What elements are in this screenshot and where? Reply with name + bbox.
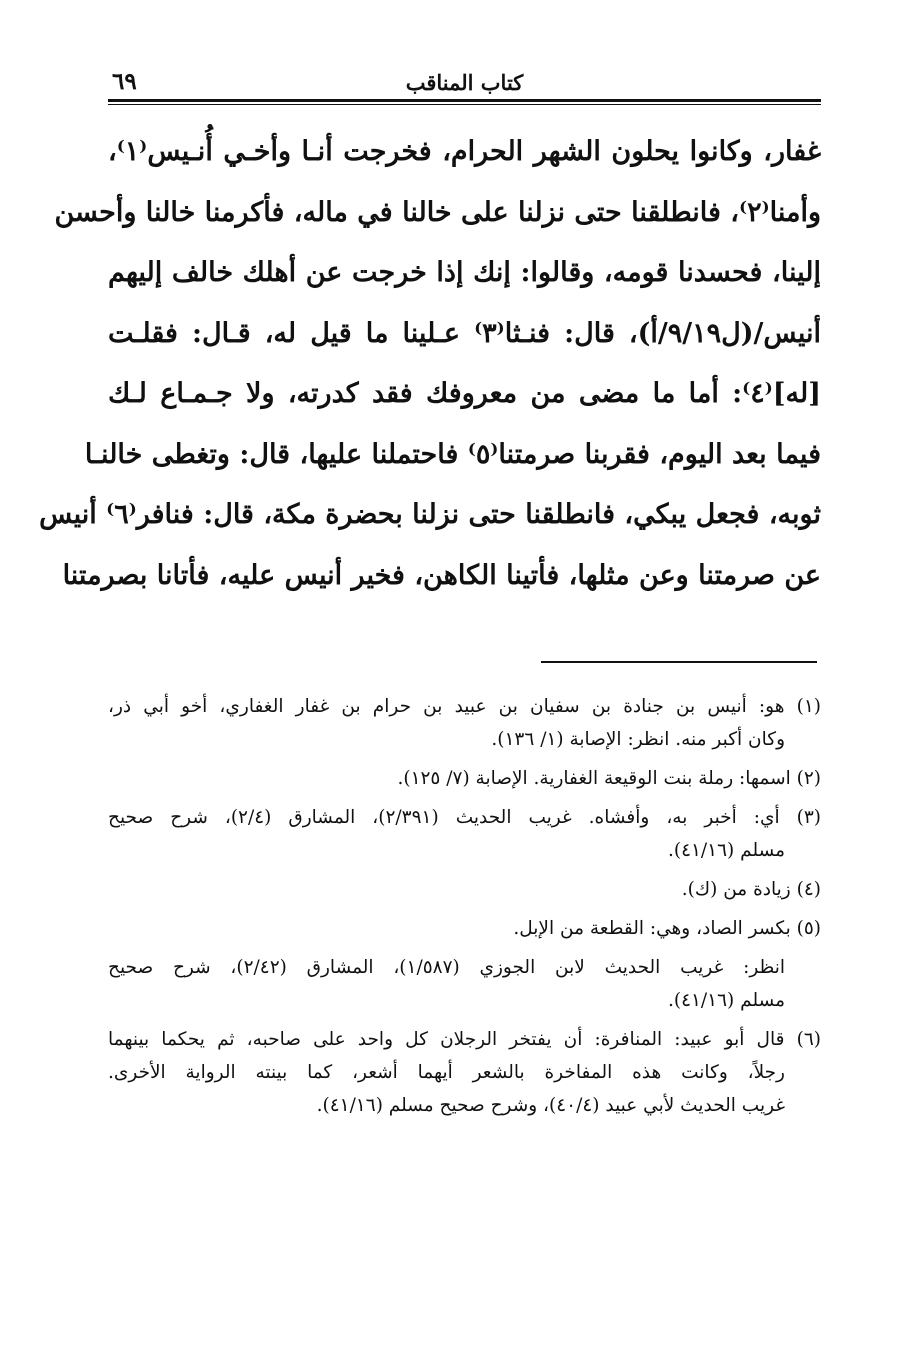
footnote-line: (٤) زيادة من (ك). [681,879,821,900]
text-line: إلينا، فحسدنا قومه، وقالوا: إنك إذا خرجت عن أهلك خالف إليهم [108,257,821,288]
page-number: ٦٩ [112,68,137,95]
footnote-2 [108,762,821,795]
footnote-line: مسلم (٤١/١٦). [667,840,785,861]
text-line: أنيس/(ل٩/١٩/أ)، قال: فنـثا⁽٣⁾ عـلينا ما قيل له، قـال: فقلـت [108,317,821,349]
footnote-line: مسلم (٤١/١٦). [667,990,785,1011]
footnote-3 [108,801,821,867]
footnote-line: (٥) بكسر الصاد، وهي: القطعة من الإبل. [513,918,821,939]
footnote-separator [541,661,817,663]
text-line: ثوبه، فجعل يبكي، فانطلقنا حتى نزلنا بحضرة مكة، قال: فنافر⁽٦⁾ أنيس [39,499,821,530]
running-header [108,68,821,98]
text-line: وأمنا⁽٢⁾، فانطلقنا حتى نزلنا على خالنا في ماله، فأكرمنا خالنا وأحسن [54,196,821,228]
footnote-line: انظر: غريب الحديث لابن الجوزي (١/٥٨٧)، المشارق (٢/٤٢)، شرح صحيح [108,957,785,978]
text-line: فيما بعد اليوم، فقربنا صرمتنا⁽٥⁾ فاحتملنا عليها، قال: وتغطى خالنـا [84,438,821,470]
text-line: [له]⁽٤⁾: أما ما مضى من معروفك فقد كدرته، ولا جـمـاع لـك [108,378,821,409]
footnote-6 [108,1023,821,1122]
header-rule-thin [108,104,821,105]
footnotes [108,690,821,1128]
header-rule-thick [108,99,821,102]
footnote-5-sources [108,951,821,1017]
footnote-line: (٢) اسمها: رملة بنت الوقيعة الغفارية. الإصابة (٧/ ١٢٥). [397,768,821,789]
footnote-4 [108,873,821,906]
text-line: عن صرمتنا وعن مثلها، فأتينا الكاهن، فخير أنيس عليه، فأتانا بصرمتنا [62,559,821,591]
footnote-line: (٦) قال أبو عبيد: المنافرة: أن يفتخر الرجلان كل واحد على صاحبه، ثم يحكما بينهما [108,1029,821,1050]
main-text [39,122,821,606]
footnote-line: (١) هو: أنيس بن جنادة بن سفيان بن عبيد بن حرام بن غفار الغفاري، أخو أبي ذر، [108,696,821,717]
footnote-5 [108,912,821,945]
footnote-line: وكان أكبر منه. انظر: الإصابة (١/ ١٣٦). [491,729,785,750]
text-line: غفار، وكانوا يحلون الشهر الحرام، فخرجت أنـا وأخـي أُنـيس⁽١⁾، [108,136,821,167]
footnote-line: (٣) أي: أخبر به، وأفشاه. غريب الحديث (٢/٣٩١)، المشارق (٢/٤)، شرح صحيح [108,807,821,828]
footnote-line: غريب الحديث لأبي عبيد (٤٠/٤)، وشرح صحيح مسلم (٤١/١٦). [316,1095,785,1116]
footnote-1 [108,690,821,756]
footnote-line: رجلاً، وكانت هذه المفاخرة بالشعر أيهما أشعر، كما بينته الرواية الأخرى. [108,1062,785,1083]
book-title: كتاب المناقب [405,70,524,95]
